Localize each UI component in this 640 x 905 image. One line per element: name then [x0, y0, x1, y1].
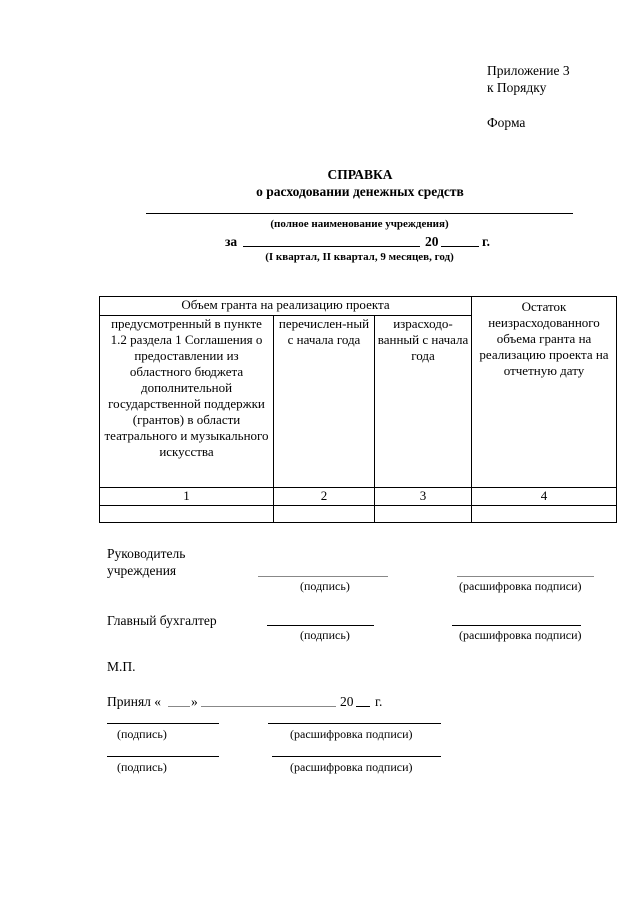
- receiver-signature-line-1[interactable]: [107, 723, 219, 724]
- column-number: 1: [100, 488, 274, 506]
- period-year-line[interactable]: [441, 246, 479, 247]
- spent-column-header: израсходо-ванный с начала года: [375, 316, 472, 488]
- period-hint: (I квартал, II квартал, 9 месяцев, год): [265, 251, 454, 263]
- table-header-row: [100, 297, 617, 316]
- head-label-line2: учреждения: [107, 563, 177, 578]
- accountant-decode-line[interactable]: [452, 625, 581, 626]
- column-number-row: [100, 488, 617, 506]
- head-decode-line[interactable]: [457, 576, 594, 577]
- period-prefix: за: [225, 234, 238, 249]
- accepted-quote-close: »: [191, 694, 198, 709]
- accountant-signature-hint: (подпись): [300, 628, 350, 642]
- organization-name-hint: (полное наименование учреждения): [270, 218, 449, 230]
- head-label-line1: Руководитель: [107, 546, 186, 561]
- head-decode-hint: (расшифровка подписи): [459, 579, 582, 593]
- document-subtitle: о расходовании денежных средств: [256, 184, 464, 199]
- column-number: 2: [274, 488, 375, 506]
- table-cell[interactable]: [274, 506, 375, 523]
- table-cell[interactable]: [100, 506, 274, 523]
- accepted-month-line[interactable]: [201, 706, 336, 707]
- column-number: 3: [375, 488, 472, 506]
- document-title: СПРАВКА: [327, 167, 393, 182]
- receiver-decode-line-1[interactable]: [268, 723, 441, 724]
- grant-volume-header: Объем гранта на реализацию проекта: [100, 297, 472, 316]
- organization-name-line[interactable]: [146, 213, 573, 214]
- accepted-year-line[interactable]: [356, 706, 370, 707]
- accepted-prefix: Принял «: [107, 694, 162, 709]
- appendix-reference: к Порядку: [487, 80, 547, 95]
- receiver-decode-line-2[interactable]: [272, 756, 441, 757]
- head-signature-hint: (подпись): [300, 579, 350, 593]
- head-label: [107, 545, 185, 579]
- appendix-label: [487, 62, 570, 131]
- column-number: 4: [472, 488, 617, 506]
- transferred-column-header: перечислен-ный с начала года: [274, 316, 375, 488]
- accepted-day-line[interactable]: [168, 706, 190, 707]
- accepted-suffix: г.: [375, 694, 383, 709]
- accountant-signature-line[interactable]: [267, 625, 374, 626]
- period-suffix: г.: [482, 234, 490, 249]
- period-year: 20: [425, 234, 439, 249]
- receiver-signature-hint-1: (подпись): [117, 727, 167, 741]
- accountant-decode-hint: (расшифровка подписи): [459, 628, 582, 642]
- receiver-decode-hint-1: (расшифровка подписи): [290, 727, 413, 741]
- receiver-decode-hint-2: (расшифровка подписи): [290, 760, 413, 774]
- table-cell[interactable]: [472, 506, 617, 523]
- receiver-signature-line-2[interactable]: [107, 756, 219, 757]
- period-line[interactable]: [243, 246, 420, 247]
- appendix-number: Приложение 3: [487, 63, 570, 78]
- head-signature-line[interactable]: [258, 576, 388, 577]
- table-cell[interactable]: [375, 506, 472, 523]
- stamp-label: М.П.: [107, 659, 136, 674]
- accountant-label: Главный бухгалтер: [107, 613, 217, 628]
- accepted-year: 20: [340, 694, 354, 709]
- remaining-header: Остаток неизрасходованного объема гранта на реализацию проекта на отчетную дату: [472, 297, 617, 488]
- grant-table: [99, 296, 617, 523]
- table-data-row: [100, 506, 617, 523]
- planned-column-header: предусмотренный в пункте 1.2 раздела 1 Соглашения о предоставлении из областного бюджета дополнительной государственной поддержки (грантов) в области театрального и музыкального искусства: [100, 316, 274, 488]
- receiver-signature-hint-2: (подпись): [117, 760, 167, 774]
- form-label: Форма: [487, 115, 526, 130]
